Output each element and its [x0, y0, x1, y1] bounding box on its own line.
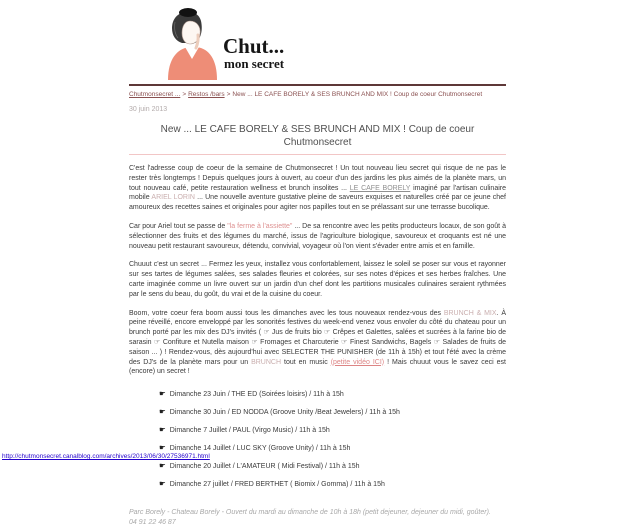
breadcrumb-category-link[interactable]: Restos /bars	[188, 91, 225, 98]
breadcrumb	[129, 91, 506, 98]
event-item	[159, 407, 506, 416]
logo-illustration	[165, 6, 315, 80]
content-column	[129, 6, 506, 528]
event-item-label: Dimanche 7 Juillet / PAUL (Virgo Music) / 11h à 15h	[169, 427, 330, 435]
breadcrumb-separator: >	[226, 91, 231, 98]
event-item-label: Dimanche 20 Juillet / L'AMATEUR ( Midi Festival) / 11h à 15h	[169, 463, 360, 471]
arrow-bullet-icon: ☛	[159, 389, 166, 399]
events-list	[129, 389, 506, 488]
event-item-label: Dimanche 30 Juin / ED NODDA (Groove Unity /Beat Jewelers) / 11h à 15h	[169, 409, 400, 417]
arrow-bullet-icon: ☛	[159, 425, 166, 435]
video-link[interactable]: (petite vidéo ICI)	[330, 358, 385, 366]
event-item	[159, 389, 506, 398]
event-item	[159, 443, 506, 452]
paragraph	[129, 309, 506, 378]
arrow-bullet-icon: ☛	[159, 407, 166, 417]
status-bar-url[interactable]: http://chutmonsecret.canalblog.com/archives/2013/06/30/27536971.html	[2, 453, 210, 460]
paragraph	[129, 260, 506, 299]
text-segment: ... De sa rencontre avec les petits producteurs locaux, de son goût à sélectionner des fruits et des légumes du marché, issus de l'agriculture biologique, savoureux et croquants est né une nouveau petit restaurant savoureux, détendu, convivial, voyageur où l'on vient s'évader entre amis et en famille.	[129, 222, 506, 250]
arrow-bullet-icon: ☛	[159, 479, 166, 489]
highlight-text: BRUNCH	[251, 358, 282, 366]
post-body	[129, 164, 506, 377]
breadcrumb-separator: >	[182, 91, 187, 98]
inline-link[interactable]: LE CAFE BORELY	[349, 184, 411, 192]
arrow-bullet-icon: ☛	[159, 443, 166, 453]
paragraph	[129, 164, 506, 213]
title-divider	[129, 154, 506, 155]
highlight-text: BRUNCH & MIX	[443, 309, 497, 317]
event-item-label: Dimanche 23 Juin / THE ED (Soirées loisirs) / 11h à 15h	[169, 391, 344, 399]
text-segment: Car pour Ariel tout se passe de	[129, 222, 228, 230]
highlight-text: ARIEL LORIN	[151, 194, 195, 202]
event-item	[159, 461, 506, 470]
post-title: New ... LE CAFE BORELY & SES BRUNCH AND MIX ! Coup de coeur Chutmonsecret	[160, 124, 475, 148]
blog-logo[interactable]	[165, 6, 506, 80]
text-segment: C'est l'adresse coup de coeur de la semaine de Chutmonsecret ! Un tout nouveau lieu secret qui risque de ne pas le rester très longtemps ! Depuis quelques jours à ouvert, au coeur d'un des jardins les plus aimés de la planète mars, un tout nouveau café, petite restauration wellness et brunch insolites ...	[129, 165, 506, 192]
event-item-label: Dimanche 14 Juillet / LUC SKY (Groove Unity) / 11h à 15h	[169, 445, 351, 453]
text-segment: tout en music	[281, 358, 331, 366]
text-segment: ! Mais chuuut vous le savez ceci est (encore) un secret !	[129, 358, 507, 376]
text-segment: imaginé par l'artisan culinaire mobile	[129, 184, 506, 202]
paragraph	[129, 222, 506, 251]
breadcrumb-current: New ... LE CAFE BORELY & SES BRUNCH AND MIX ! Coup de coeur Chutmonsecret	[232, 91, 483, 98]
text-segment: ... Une nouvelle aventure gustative pleine de saveurs exquises et naturelles créé par ce jeune chef amoureux des recettes saines et originales pour agiter nos papilles tout en se prélassant sur une terrasse bucolique.	[129, 194, 506, 212]
breadcrumb-home-link[interactable]: Chutmonsecret ...	[129, 91, 181, 98]
logo-woman-bun	[179, 8, 197, 17]
venue-info-note: Parc Borely - Chateau Borely - Ouvert du mardi au dimanche de 10h à 18h (petit dejeuner, dejeuner du midi, goûter). 04 91 22 46 87	[129, 509, 491, 527]
logo-text-line1: Chut...	[223, 34, 285, 58]
event-item-label: Dimanche 27 juillet / FRED BERTHET ( Biomix / Gomma) / 11h à 15h	[169, 481, 385, 489]
accent-text: "la ferme à l'assiette"	[227, 222, 293, 230]
text-segment: Boom, votre coeur fera boom aussi tous les dimanches avec les tous nouveaux rendez-vous des	[129, 309, 444, 317]
event-item	[159, 425, 506, 434]
post-date: 30 juin 2013	[129, 106, 168, 113]
text-segment: . À peine réveillé, encore enveloppé par les sonorités festives du week-end venez vous envoler du côté du chateau pour un brunch porté par les mix des DJ's invités ( ☞ Jus de fruits bio ☞ Crêpes et Galettes, salées et sucrées à la farine bio de sarasin ☞ Confiture et Nutella maison ☞ Fromages et Charcuterie ☞ Finest Sandwichs, Bagels ☞ Salades de fruits de saison ... ) ! Rendez-vous, dès aujourd'hui avec SELECTER THE PUNISHER (de 11h à 15h) et tout l'été avec la crème des DJ's de la planète mars pour un	[129, 309, 506, 366]
arrow-bullet-icon: ☛	[159, 461, 166, 471]
text-segment: Chuuut c'est un secret ... Fermez les yeux, installez vous confortablement, laissez le soleil se poser sur vous et rayonner sur ses tartes de légumes salées, ses salades fleuries et colorées, sur ses notes d'épices et ses herbes fraîches. Une carte imaginée comme un livre ouvert sur un jardin d'un chef dont les partitions musicales culinaires seraient rythmées par le sens du beau, du goût, du vrai et de la cuisine du coeur.	[129, 261, 506, 298]
header-divider	[129, 84, 506, 86]
logo-text-line2: mon secret	[224, 56, 285, 71]
event-item	[159, 479, 506, 488]
